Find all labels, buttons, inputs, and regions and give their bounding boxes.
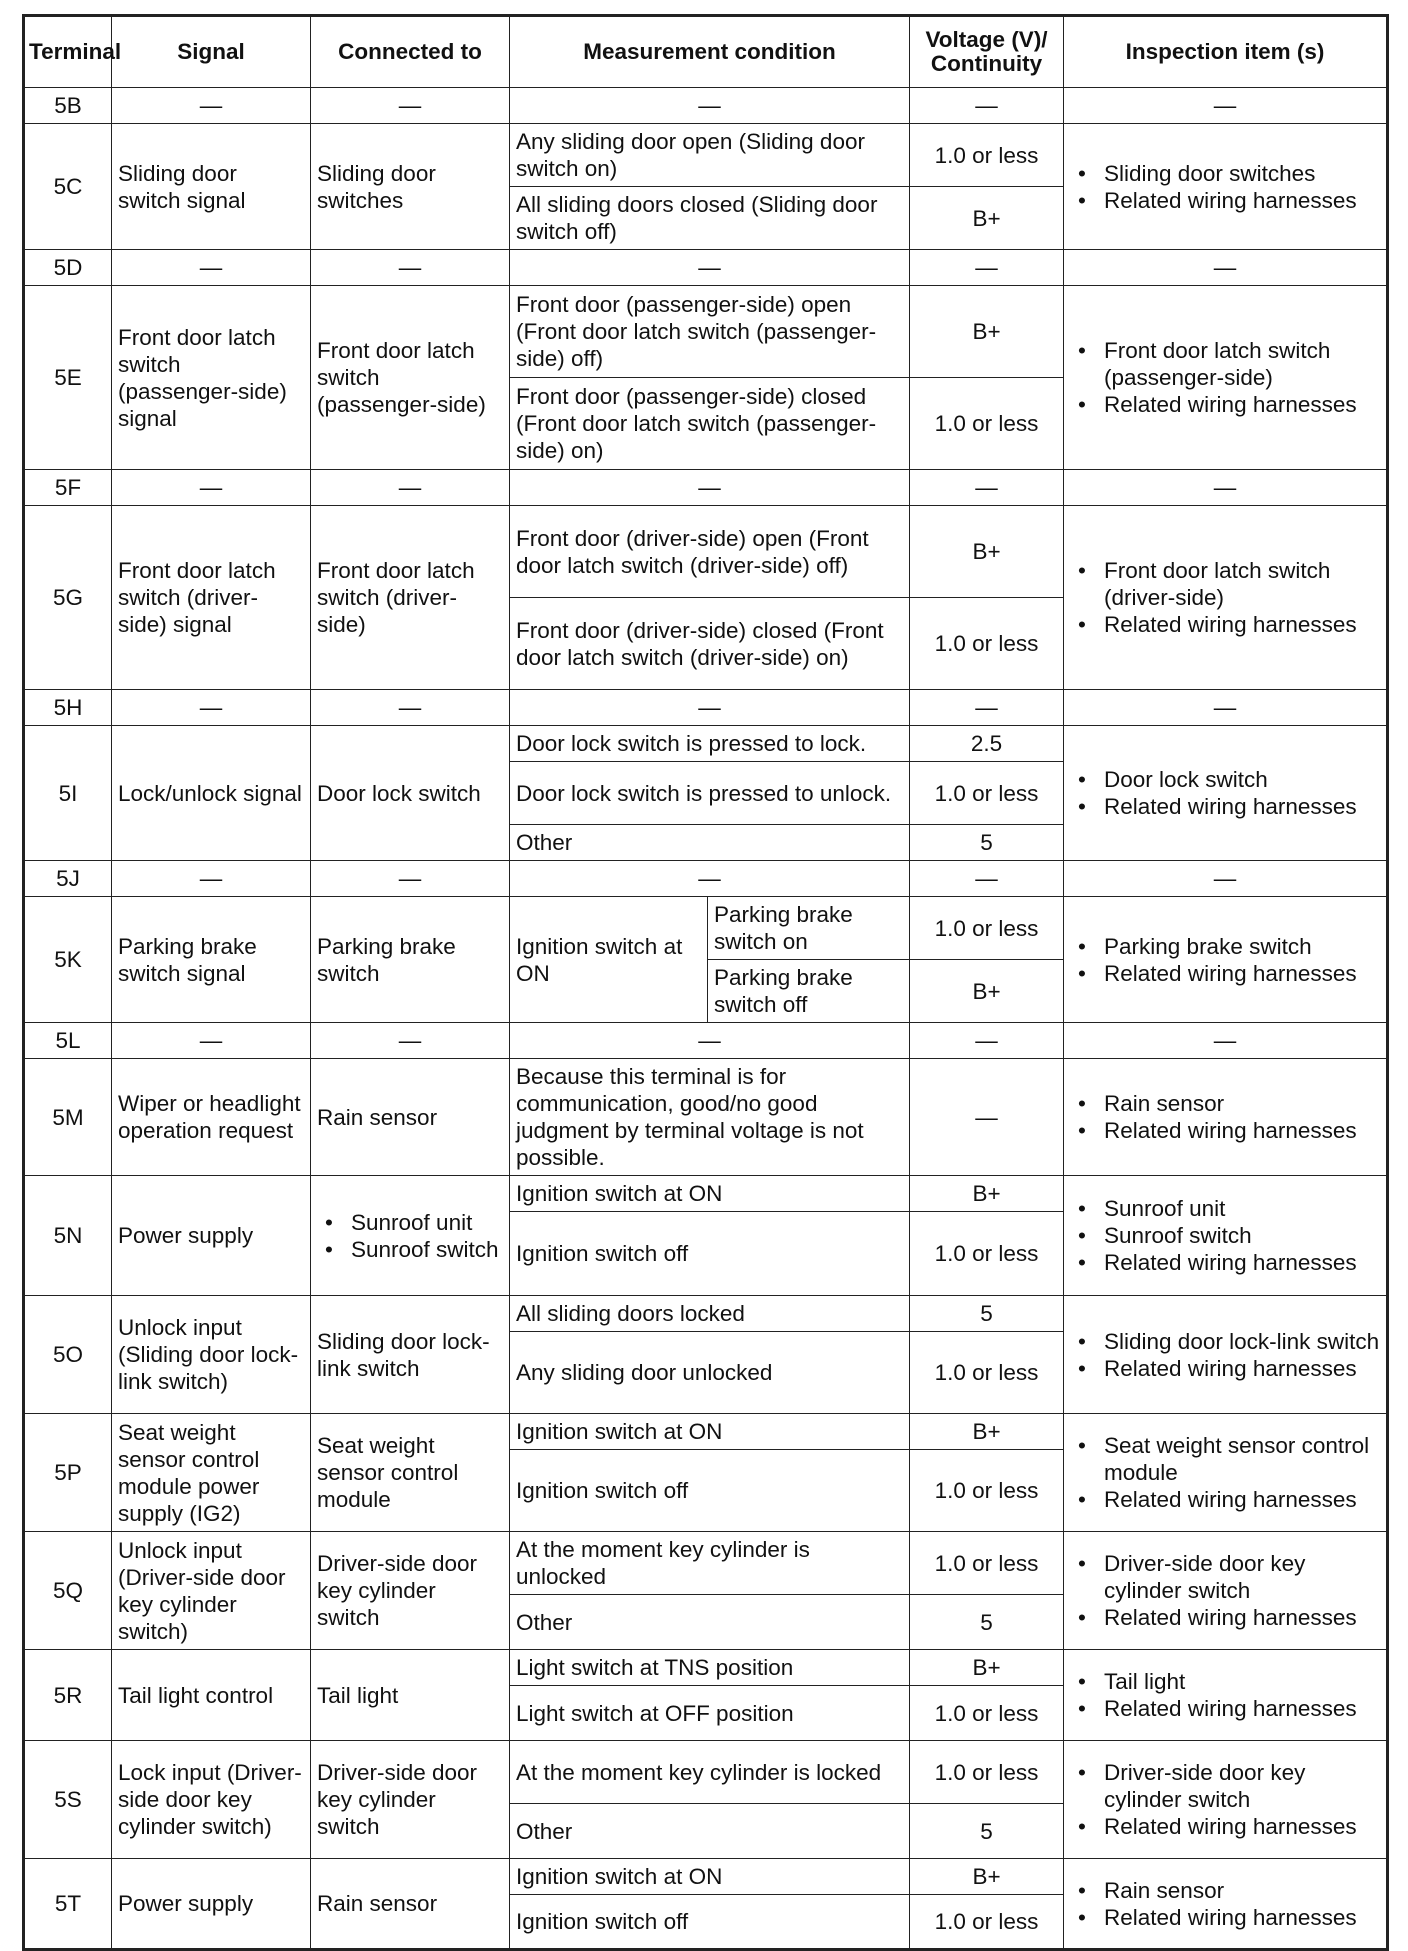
voltage-cell: 5: [910, 825, 1064, 861]
inspection-cell: [1064, 1650, 1388, 1741]
voltage-cell: 1.0 or less: [910, 1332, 1064, 1414]
measurement-cell: Because this terminal is for communication, good/no good judgment by terminal voltage is not possible.: [510, 1059, 910, 1176]
inspection-item: • Related wiring harnesses: [1070, 1604, 1380, 1631]
inspection-item: • Related wiring harnesses: [1070, 960, 1380, 987]
table-row: [24, 470, 1388, 506]
inspection-item: • Related wiring harnesses: [1070, 187, 1380, 214]
connected-to-cell: Driver-side door key cylinder switch: [311, 1741, 510, 1859]
measurement-cell: Other: [510, 1595, 910, 1650]
empty-cell: —: [910, 1023, 1064, 1059]
signal-cell: Power supply: [112, 1176, 311, 1296]
voltage-cell: 5: [910, 1804, 1064, 1859]
inspection-item: • Related wiring harnesses: [1070, 1355, 1380, 1382]
header-inspection-items: Inspection item (s): [1064, 16, 1388, 88]
terminal-cell: 5G: [24, 506, 112, 690]
empty-cell: —: [112, 861, 311, 897]
empty-cell: —: [510, 861, 910, 897]
empty-cell: —: [311, 1023, 510, 1059]
connected-to-cell: Rain sensor: [311, 1859, 510, 1950]
inspection-item: • Driver-side door key cylinder switch: [1070, 1550, 1380, 1604]
inspection-cell: [1064, 726, 1388, 861]
inspection-cell: [1064, 1532, 1388, 1650]
measurement-cell: Ignition switch off: [510, 1450, 910, 1532]
connected-item: • Sunroof switch: [317, 1236, 503, 1263]
measurement-cell: Any sliding door open (Sliding door switch on): [510, 124, 910, 187]
signal-cell: Wiper or headlight operation request: [112, 1059, 311, 1176]
inspection-cell: [1064, 897, 1388, 1023]
terminal-cell: 5B: [24, 88, 112, 124]
voltage-cell: 1.0 or less: [910, 1450, 1064, 1532]
inspection-item: • Parking brake switch: [1070, 933, 1380, 960]
signal-cell: Parking brake switch signal: [112, 897, 311, 1023]
inspection-item: • Front door latch switch (driver-side): [1070, 557, 1380, 611]
connected-to-cell: Front door latch switch (passenger-side): [311, 286, 510, 470]
voltage-cell: B+: [910, 187, 1064, 250]
terminal-cell: 5S: [24, 1741, 112, 1859]
voltage-cell: 1.0 or less: [910, 124, 1064, 187]
voltage-cell: B+: [910, 1859, 1064, 1895]
inspection-item: • Tail light: [1070, 1668, 1380, 1695]
connected-to-cell: Sliding door lock-link switch: [311, 1296, 510, 1414]
terminal-cell: 5D: [24, 250, 112, 286]
inspection-cell: [1064, 286, 1388, 470]
measurement-sub-cell: Parking brake switch off: [708, 960, 910, 1023]
empty-cell: —: [1064, 250, 1388, 286]
inspection-cell: [1064, 1859, 1388, 1950]
table-row: [24, 1414, 1388, 1450]
table-header-row: [24, 16, 1388, 88]
header-terminal: Terminal: [24, 16, 112, 88]
voltage-cell: B+: [910, 506, 1064, 598]
inspection-cell: [1064, 1176, 1388, 1296]
empty-cell: —: [112, 250, 311, 286]
voltage-cell: 1.0 or less: [910, 378, 1064, 470]
empty-cell: —: [1064, 861, 1388, 897]
empty-cell: —: [311, 690, 510, 726]
table-row: [24, 124, 1388, 187]
header-measurement-condition: Measurement condition: [510, 16, 910, 88]
measurement-cell: Ignition switch off: [510, 1895, 910, 1950]
measurement-cell: Ignition switch off: [510, 1212, 910, 1296]
connected-item: • Sunroof unit: [317, 1209, 503, 1236]
header-connected-to: Connected to: [311, 16, 510, 88]
connected-to-cell: Seat weight sensor control module: [311, 1414, 510, 1532]
empty-cell: —: [910, 1059, 1064, 1176]
table-row: [24, 88, 1388, 124]
inspection-item: • Related wiring harnesses: [1070, 1249, 1380, 1276]
voltage-cell: B+: [910, 286, 1064, 378]
measurement-cell: Front door (passenger-side) open (Front door latch switch (passenger-side) off): [510, 286, 910, 378]
empty-cell: —: [1064, 88, 1388, 124]
terminal-cell: 5R: [24, 1650, 112, 1741]
inspection-item: • Sliding door lock-link switch: [1070, 1328, 1380, 1355]
table-row: [24, 1532, 1388, 1595]
table-row: [24, 1059, 1388, 1176]
voltage-cell: B+: [910, 960, 1064, 1023]
measurement-cell: Front door (driver-side) open (Front door latch switch (driver-side) off): [510, 506, 910, 598]
measurement-cell: All sliding doors locked: [510, 1296, 910, 1332]
table-row: [24, 1741, 1388, 1804]
inspection-item: • Related wiring harnesses: [1070, 793, 1380, 820]
signal-cell: Front door latch switch (passenger-side) signal: [112, 286, 311, 470]
table-row: [24, 726, 1388, 762]
empty-cell: —: [510, 690, 910, 726]
voltage-cell: 1.0 or less: [910, 1895, 1064, 1950]
inspection-cell: [1064, 1059, 1388, 1176]
connected-to-cell: [311, 1176, 510, 1296]
measurement-cell: Front door (driver-side) closed (Front door latch switch (driver-side) on): [510, 598, 910, 690]
terminal-cell: 5N: [24, 1176, 112, 1296]
signal-cell: Sliding door switch signal: [112, 124, 311, 250]
table-row: [24, 1296, 1388, 1332]
terminal-cell: 5H: [24, 690, 112, 726]
inspection-item: • Sliding door switches: [1070, 160, 1380, 187]
empty-cell: —: [1064, 1023, 1388, 1059]
terminal-cell: 5M: [24, 1059, 112, 1176]
empty-cell: —: [311, 861, 510, 897]
terminal-cell: 5F: [24, 470, 112, 506]
measurement-cell: At the moment key cylinder is locked: [510, 1741, 910, 1804]
table-row: [24, 1859, 1388, 1895]
empty-cell: —: [311, 470, 510, 506]
inspection-item: • Related wiring harnesses: [1070, 1813, 1380, 1840]
inspection-item: • Related wiring harnesses: [1070, 391, 1380, 418]
measurement-cell: At the moment key cylinder is unlocked: [510, 1532, 910, 1595]
table-row: [24, 506, 1388, 598]
inspection-item: • Related wiring harnesses: [1070, 1486, 1380, 1513]
header-voltage-continuity: Voltage (V)/ Continuity: [910, 16, 1064, 88]
signal-cell: Power supply: [112, 1859, 311, 1950]
empty-cell: —: [910, 861, 1064, 897]
inspection-item: • Driver-side door key cylinder switch: [1070, 1759, 1380, 1813]
signal-cell: Lock input (Driver-side door key cylinder switch): [112, 1741, 311, 1859]
inspection-cell: [1064, 1741, 1388, 1859]
inspection-item: • Related wiring harnesses: [1070, 1904, 1380, 1931]
empty-cell: —: [910, 470, 1064, 506]
voltage-cell: 1.0 or less: [910, 1741, 1064, 1804]
connected-to-cell: Door lock switch: [311, 726, 510, 861]
voltage-cell: 1.0 or less: [910, 897, 1064, 960]
empty-cell: —: [311, 250, 510, 286]
measurement-cell: All sliding doors closed (Sliding door switch off): [510, 187, 910, 250]
signal-cell: Front door latch switch (driver-side) signal: [112, 506, 311, 690]
measurement-cell: Light switch at OFF position: [510, 1686, 910, 1741]
table-row: [24, 286, 1388, 378]
inspection-cell: [1064, 1296, 1388, 1414]
voltage-cell: 1.0 or less: [910, 1686, 1064, 1741]
header-signal: Signal: [112, 16, 311, 88]
inspection-cell: [1064, 1414, 1388, 1532]
measurement-cell: Light switch at TNS position: [510, 1650, 910, 1686]
inspection-item: • Door lock switch: [1070, 766, 1380, 793]
empty-cell: —: [311, 88, 510, 124]
terminal-cell: 5K: [24, 897, 112, 1023]
empty-cell: —: [910, 690, 1064, 726]
inspection-item: • Related wiring harnesses: [1070, 1117, 1380, 1144]
empty-cell: —: [910, 250, 1064, 286]
inspection-item: • Sunroof unit: [1070, 1195, 1380, 1222]
measurement-cell: Door lock switch is pressed to unlock.: [510, 762, 910, 825]
measurement-cell: Any sliding door unlocked: [510, 1332, 910, 1414]
measurement-cell: Door lock switch is pressed to lock.: [510, 726, 910, 762]
connected-to-cell: Sliding door switches: [311, 124, 510, 250]
inspection-item: • Seat weight sensor control module: [1070, 1432, 1380, 1486]
empty-cell: —: [510, 1023, 910, 1059]
inspection-item: • Front door latch switch (passenger-side): [1070, 337, 1380, 391]
measurement-cell: Other: [510, 1804, 910, 1859]
terminal-cell: 5Q: [24, 1532, 112, 1650]
empty-cell: —: [1064, 690, 1388, 726]
table-row: [24, 1650, 1388, 1686]
terminal-inspection-table: [22, 14, 1389, 1951]
terminal-cell: 5L: [24, 1023, 112, 1059]
voltage-cell: B+: [910, 1176, 1064, 1212]
measurement-cell: Ignition switch at ON: [510, 1414, 910, 1450]
inspection-cell: [1064, 124, 1388, 250]
voltage-cell: B+: [910, 1414, 1064, 1450]
terminal-cell: 5O: [24, 1296, 112, 1414]
inspection-item: • Rain sensor: [1070, 1877, 1380, 1904]
voltage-cell: 5: [910, 1296, 1064, 1332]
empty-cell: —: [910, 88, 1064, 124]
inspection-item: • Rain sensor: [1070, 1090, 1380, 1117]
table-row: [24, 250, 1388, 286]
empty-cell: —: [510, 88, 910, 124]
terminal-cell: 5J: [24, 861, 112, 897]
measurement-cell: Ignition switch at ON: [510, 1859, 910, 1895]
connected-to-cell: Driver-side door key cylinder switch: [311, 1532, 510, 1650]
measurement-cell: Ignition switch at ON: [510, 1176, 910, 1212]
empty-cell: —: [112, 470, 311, 506]
voltage-cell: 1.0 or less: [910, 1212, 1064, 1296]
voltage-cell: 5: [910, 1595, 1064, 1650]
table-row: [24, 897, 1388, 960]
voltage-cell: B+: [910, 1650, 1064, 1686]
inspection-cell: [1064, 506, 1388, 690]
terminal-cell: 5P: [24, 1414, 112, 1532]
signal-cell: Unlock input (Sliding door lock-link switch): [112, 1296, 311, 1414]
terminal-cell: 5C: [24, 124, 112, 250]
empty-cell: —: [510, 250, 910, 286]
empty-cell: —: [510, 470, 910, 506]
voltage-cell: 1.0 or less: [910, 598, 1064, 690]
signal-cell: Tail light control: [112, 1650, 311, 1741]
empty-cell: —: [112, 1023, 311, 1059]
connected-to-cell: Front door latch switch (driver-side): [311, 506, 510, 690]
inspection-item: • Related wiring harnesses: [1070, 1695, 1380, 1722]
terminal-inspection-page: [22, 14, 1386, 1951]
measurement-cell: Other: [510, 825, 910, 861]
connected-to-cell: Tail light: [311, 1650, 510, 1741]
measurement-main-cell: Ignition switch at ON: [510, 897, 708, 1023]
voltage-cell: 1.0 or less: [910, 762, 1064, 825]
voltage-cell: 1.0 or less: [910, 1532, 1064, 1595]
terminal-cell: 5E: [24, 286, 112, 470]
measurement-cell: Front door (passenger-side) closed (Front door latch switch (passenger-side) on): [510, 378, 910, 470]
empty-cell: —: [112, 88, 311, 124]
empty-cell: —: [1064, 470, 1388, 506]
table-row: [24, 861, 1388, 897]
connected-to-cell: Rain sensor: [311, 1059, 510, 1176]
measurement-sub-cell: Parking brake switch on: [708, 897, 910, 960]
table-row: [24, 1176, 1388, 1212]
inspection-item: • Related wiring harnesses: [1070, 611, 1380, 638]
signal-cell: Lock/unlock signal: [112, 726, 311, 861]
terminal-cell: 5T: [24, 1859, 112, 1950]
table-row: [24, 690, 1388, 726]
voltage-cell: 2.5: [910, 726, 1064, 762]
inspection-item: • Sunroof switch: [1070, 1222, 1380, 1249]
terminal-cell: 5I: [24, 726, 112, 861]
signal-cell: Unlock input (Driver-side door key cylinder switch): [112, 1532, 311, 1650]
empty-cell: —: [112, 690, 311, 726]
table-row: [24, 1023, 1388, 1059]
connected-to-cell: Parking brake switch: [311, 897, 510, 1023]
signal-cell: Seat weight sensor control module power supply (IG2): [112, 1414, 311, 1532]
